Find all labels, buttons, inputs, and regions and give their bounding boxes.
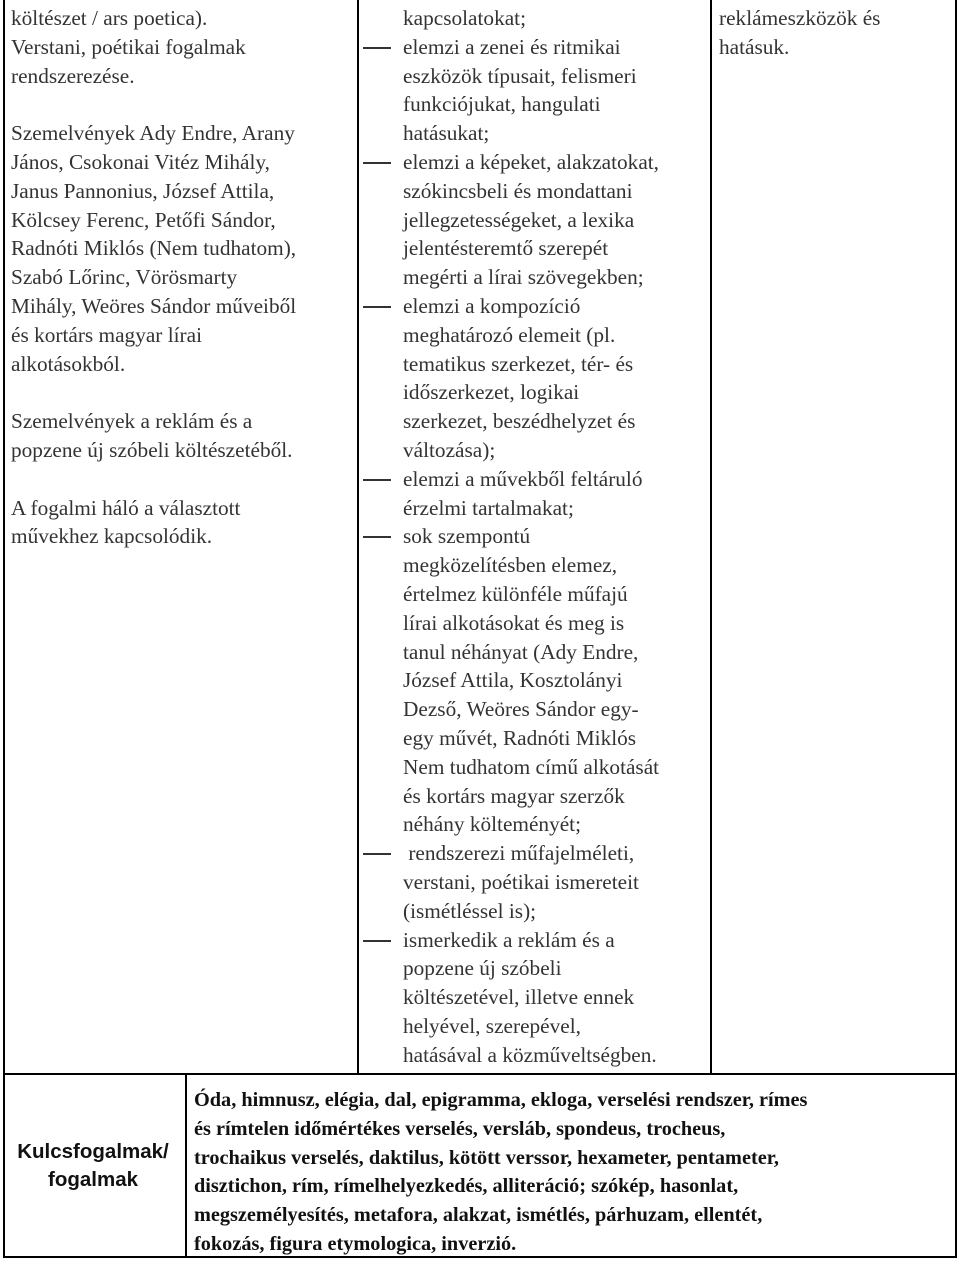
- text-line: elemzi a kompozíció: [403, 293, 581, 318]
- content-column: [11, 4, 356, 551]
- text-line: változása);: [403, 437, 496, 462]
- keyterms-label: [3, 1138, 183, 1194]
- dash-bullet-icon: [363, 306, 391, 308]
- text-line: elemzi a művekből feltáruló: [403, 466, 643, 491]
- text-line: és kortárs magyar lírai: [11, 322, 203, 347]
- text-line: trochaikus verselés, daktilus, kötött verssor, hexameter, pentameter,: [194, 1146, 779, 1169]
- text-line: költészet / ars poetica).: [11, 6, 208, 30]
- text-line: Nem tudhatom című alkotását: [403, 754, 660, 779]
- text-line: néhány költeményét;: [403, 812, 582, 837]
- text-line: megérti a lírai szövegekben;: [403, 265, 644, 290]
- text-line: Mihály, Weöres Sándor műveiből: [11, 293, 297, 318]
- text-line: rendszerezi műfajelméleti,: [403, 841, 635, 866]
- keyterms-divider: [185, 1073, 187, 1258]
- text-line: popzene új szóbeli költészetéből.: [11, 437, 293, 462]
- text-line: Szemelvények a reklám és a: [11, 409, 253, 434]
- text-line: funkciójukat, hangulati: [403, 92, 601, 117]
- table-border-left: [3, 0, 5, 1258]
- row-divider: [3, 1073, 957, 1075]
- table-border-right: [955, 0, 957, 1258]
- text-line: disztichon, rím, rímelhelyezkedés, alliteráció; szókép, hasonlat,: [194, 1175, 739, 1198]
- text-line: meghatározó elemeit (pl.: [403, 322, 616, 347]
- paragraph-intro: [11, 4, 356, 90]
- text-line: elemzi a zenei és ritmikai: [403, 34, 621, 59]
- text-line: és kortárs magyar szerzők: [403, 783, 625, 808]
- text-line: költészetével, illetve ennek: [403, 985, 635, 1010]
- list-item: [403, 148, 708, 292]
- paragraph-excerpts: [11, 119, 356, 378]
- text-line: Szabó Lőrinc, Vörösmarty: [11, 265, 238, 290]
- text-line: Kulcsfogalmak/: [17, 1140, 169, 1163]
- text-line: verstani, poétikai ismereteit: [403, 869, 639, 894]
- text-line: ismerkedik a reklám és a: [403, 927, 615, 952]
- text-line: szerkezet, beszédhelyzet és: [403, 409, 636, 434]
- text-line: értelmez különféle műfajú: [403, 581, 628, 606]
- text-line: János, Csokonai Vitéz Mihály,: [11, 149, 270, 174]
- text-line: hatásukat;: [403, 121, 490, 146]
- paragraph-ad-popmusic: [11, 407, 356, 465]
- text-line: fogalmak: [48, 1168, 138, 1191]
- text-line: helyével, szerepével,: [403, 1013, 581, 1038]
- dash-bullet-icon: [363, 853, 391, 855]
- text-line: reklámeszközök és: [719, 6, 881, 30]
- list-item: [403, 465, 708, 523]
- text-line: kapcsolatokat;: [403, 6, 527, 30]
- text-line: megközelítésben elemez,: [403, 553, 618, 578]
- text-line: szókincsbeli és mondattani: [403, 178, 633, 203]
- text-line: elemzi a képeket, alakzatokat,: [403, 149, 660, 174]
- paragraph-concept-network: [11, 494, 356, 552]
- dash-bullet-icon: [363, 536, 391, 538]
- text-line: József Attila, Kosztolányi: [403, 668, 623, 693]
- text-line: Óda, himnusz, elégia, dal, epigramma, ekloga, verselési rendszer, rímes: [194, 1089, 808, 1111]
- text-line: Janus Pannonius, József Attila,: [11, 178, 275, 203]
- text-line: és rímtelen időmértékes verselés, versláb, spondeus, trocheus,: [194, 1117, 726, 1140]
- text-line: alkotásokból.: [11, 351, 126, 376]
- text-line: tematikus szerkezet, tér- és: [403, 351, 634, 376]
- text-line: jellegzetességeket, a lexika: [403, 207, 635, 232]
- dash-bullet-icon: [363, 162, 391, 164]
- text-line: popzene új szóbeli: [403, 956, 562, 981]
- text-line: Szemelvények Ady Endre, Arany: [11, 121, 295, 146]
- column-divider-1: [357, 0, 359, 1073]
- keyterms-list: [194, 1086, 954, 1259]
- text-line: művekhez kapcsolódik.: [11, 524, 213, 549]
- outcomes-column: [719, 4, 949, 62]
- text-line: érzelmi tartalmakat;: [403, 495, 574, 520]
- dash-bullet-icon: [363, 47, 391, 49]
- text-line: hatásuk.: [719, 34, 790, 59]
- column-divider-2: [710, 0, 712, 1073]
- dash-bullet-icon: [363, 940, 391, 942]
- text-line: hatásával a közműveltségben.: [403, 1042, 657, 1067]
- text-line: időszerkezet, logikai: [403, 380, 580, 405]
- list-item: [403, 33, 708, 148]
- text-line: lírai alkotásokat és meg is: [403, 610, 625, 635]
- list-item: [403, 926, 708, 1070]
- text-line: fokozás, figura etymologica, inverzió.: [194, 1232, 517, 1255]
- text-line: A fogalmi háló a választott: [11, 495, 241, 520]
- text-line: tanul néhányat (Ady Endre,: [403, 639, 639, 664]
- text-line: eszközök típusait, felismeri: [403, 63, 637, 88]
- dash-bullet-icon: [363, 479, 391, 481]
- list-item: [403, 522, 708, 839]
- text-line: Dezső, Weöres Sándor egy-: [403, 697, 639, 722]
- text-line: rendszerezése.: [11, 63, 135, 88]
- list-item: [403, 292, 708, 465]
- text-line: sok szempontú: [403, 524, 531, 549]
- text-line: jelentésteremtő szerepét: [403, 236, 609, 261]
- text-line: Kölcsey Ferenc, Petőfi Sándor,: [11, 207, 276, 232]
- text-line: Verstani, poétikai fogalmak: [11, 34, 246, 59]
- text-line: (ismétléssel is);: [403, 898, 537, 923]
- text-line: egy művét, Radnóti Miklós: [403, 725, 637, 750]
- list-item: [403, 839, 708, 925]
- development-tasks-column: [403, 4, 708, 1069]
- text-line: megszemélyesítés, metafora, alakzat, ismétlés, párhuzam, ellentét,: [194, 1204, 763, 1227]
- text-line: Radnóti Miklós (Nem tudhatom),: [11, 236, 297, 261]
